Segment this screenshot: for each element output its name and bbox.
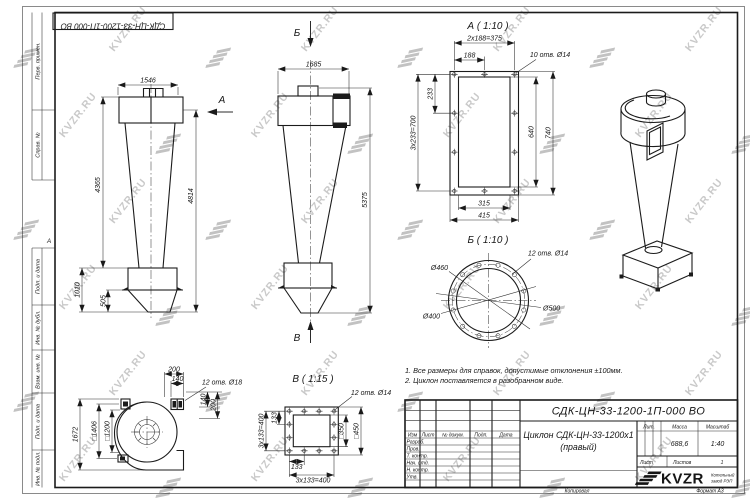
dim-v-400b: 3x133=400: [295, 477, 331, 485]
tb-col-list: Лист: [421, 432, 435, 439]
dim-a-640: 640: [528, 126, 536, 138]
dim-v-133b: 133: [290, 463, 303, 471]
dim-v-450: □450: [353, 423, 361, 439]
dim-front-hleft: 4365: [95, 177, 102, 193]
view-arrow-b-label: Б: [293, 28, 301, 39]
designation-stamp: СДК-ЦН-33-1200-1П-000 ВО: [60, 21, 166, 31]
tb-lit-label: Лит.: [643, 424, 655, 431]
tb-row-razrab: Разраб.: [406, 439, 425, 446]
tb-row-nachotd: Нач. отд.: [406, 460, 429, 467]
tb-row-nkontr: Н. контр.: [406, 467, 430, 474]
margin-label: Справ. №: [35, 132, 42, 158]
dim-side-height: 5375: [362, 192, 369, 208]
tb-list-label: Лист: [640, 460, 653, 466]
dim-s-1200: □1200: [104, 421, 112, 441]
dim-b-400: Ø400: [422, 313, 440, 321]
margin-label: Подп. и дата: [35, 258, 42, 295]
tb-org-line2: завод РЭП: [711, 478, 733, 484]
dim-a-415: 415: [478, 212, 490, 220]
view-arrow-a-label: А: [218, 95, 226, 106]
dim-s-140t: 140: [171, 376, 184, 383]
tb-row-prov: Пров.: [406, 446, 420, 453]
tb-col-doc: № докум.: [441, 432, 465, 439]
dim-s-1406: □1406: [91, 421, 99, 441]
dim-s-1672: 1672: [72, 426, 80, 443]
detail-b-title: Б ( 1:10 ): [467, 235, 509, 246]
tb-masshtab-label: Масштаб: [705, 424, 730, 431]
dim-s-140r: 140: [200, 393, 208, 406]
dim-front-width: 1546: [140, 77, 156, 85]
view-arrow-v-label: В: [293, 333, 301, 344]
dim-front-hopper: 505: [100, 295, 108, 307]
tb-row-utv: Утв.: [406, 474, 418, 481]
tb-listov-value: 1: [720, 460, 724, 466]
detail-v-title: В ( 1:15 ): [292, 374, 334, 385]
tb-massa-value: 688,6: [670, 441, 689, 448]
tb-col-podp: Подп.: [474, 432, 488, 439]
margin-label: Перв. примен.: [35, 42, 42, 80]
dim-a-233: 233: [427, 87, 435, 100]
note-line-1: 1. Все размеры для справок, допустимые отклонения ±100мм.: [405, 366, 623, 375]
tb-col-data: Дата: [499, 432, 513, 439]
dim-v-holes: 12 отв. Ø14: [350, 390, 392, 397]
dim-s-200r: 200: [210, 399, 218, 411]
dim-s-200t: 200: [168, 366, 180, 374]
tb-row-tkontr: Т. контр.: [406, 453, 429, 460]
margin-label: Подп. и дата: [35, 403, 42, 440]
dim-a-pitch: 2x188=375: [467, 35, 502, 43]
tb-format: Формат А3: [696, 488, 724, 495]
dim-b-460: Ø460: [430, 265, 448, 272]
tb-listov-label: Листов: [673, 460, 692, 466]
tb-org-line1: Котельный: [711, 472, 735, 478]
dim-a-740: 740: [545, 127, 553, 139]
detail-a-title: А ( 1:10 ): [467, 21, 509, 32]
dim-a-holes: 10 отв. Ø14: [529, 52, 571, 59]
dim-a-315: 315: [478, 200, 490, 208]
margin-label: Взам. инв. №: [35, 354, 42, 389]
tb-kopiroval: Копировал: [564, 488, 590, 495]
dim-s-holes: 12 отв. Ø18: [201, 379, 243, 387]
tb-designation: СДК-ЦН-33-1200-1П-000 ВО: [551, 405, 706, 418]
dim-a-188: 188: [463, 52, 476, 60]
zone-marker: А: [47, 238, 52, 245]
margin-label: Инв. № подл.: [35, 451, 42, 486]
dim-side-width: 1685: [305, 61, 322, 69]
dim-front-hright: 4814: [188, 188, 195, 204]
tb-logo-text: KVZR: [661, 470, 704, 488]
dim-v-350: □350: [338, 423, 346, 439]
tb-masshtab-value: 1:40: [710, 441, 725, 448]
dim-front-bin: 1010: [74, 282, 82, 298]
tb-col-izm: Изм: [407, 432, 418, 439]
dim-v-133l: 133: [271, 412, 279, 424]
dim-v-400l: 3x133=400: [258, 413, 266, 449]
margin-label: Инв. № дубл.: [35, 310, 42, 345]
note-line-2: 2. Циклон поставляется в разобранном виде.: [405, 376, 564, 385]
dim-b-holes: 12 отв. Ø14: [527, 250, 569, 258]
tb-name-line2: (правый): [560, 442, 597, 452]
tb-name-line1: Циклон СДК-ЦН-33-1200х1: [523, 430, 634, 440]
dim-a-700: 3x233=700: [410, 115, 418, 151]
dim-b-500: Ø500: [543, 305, 561, 313]
tb-massa-label: Масса: [672, 424, 687, 431]
